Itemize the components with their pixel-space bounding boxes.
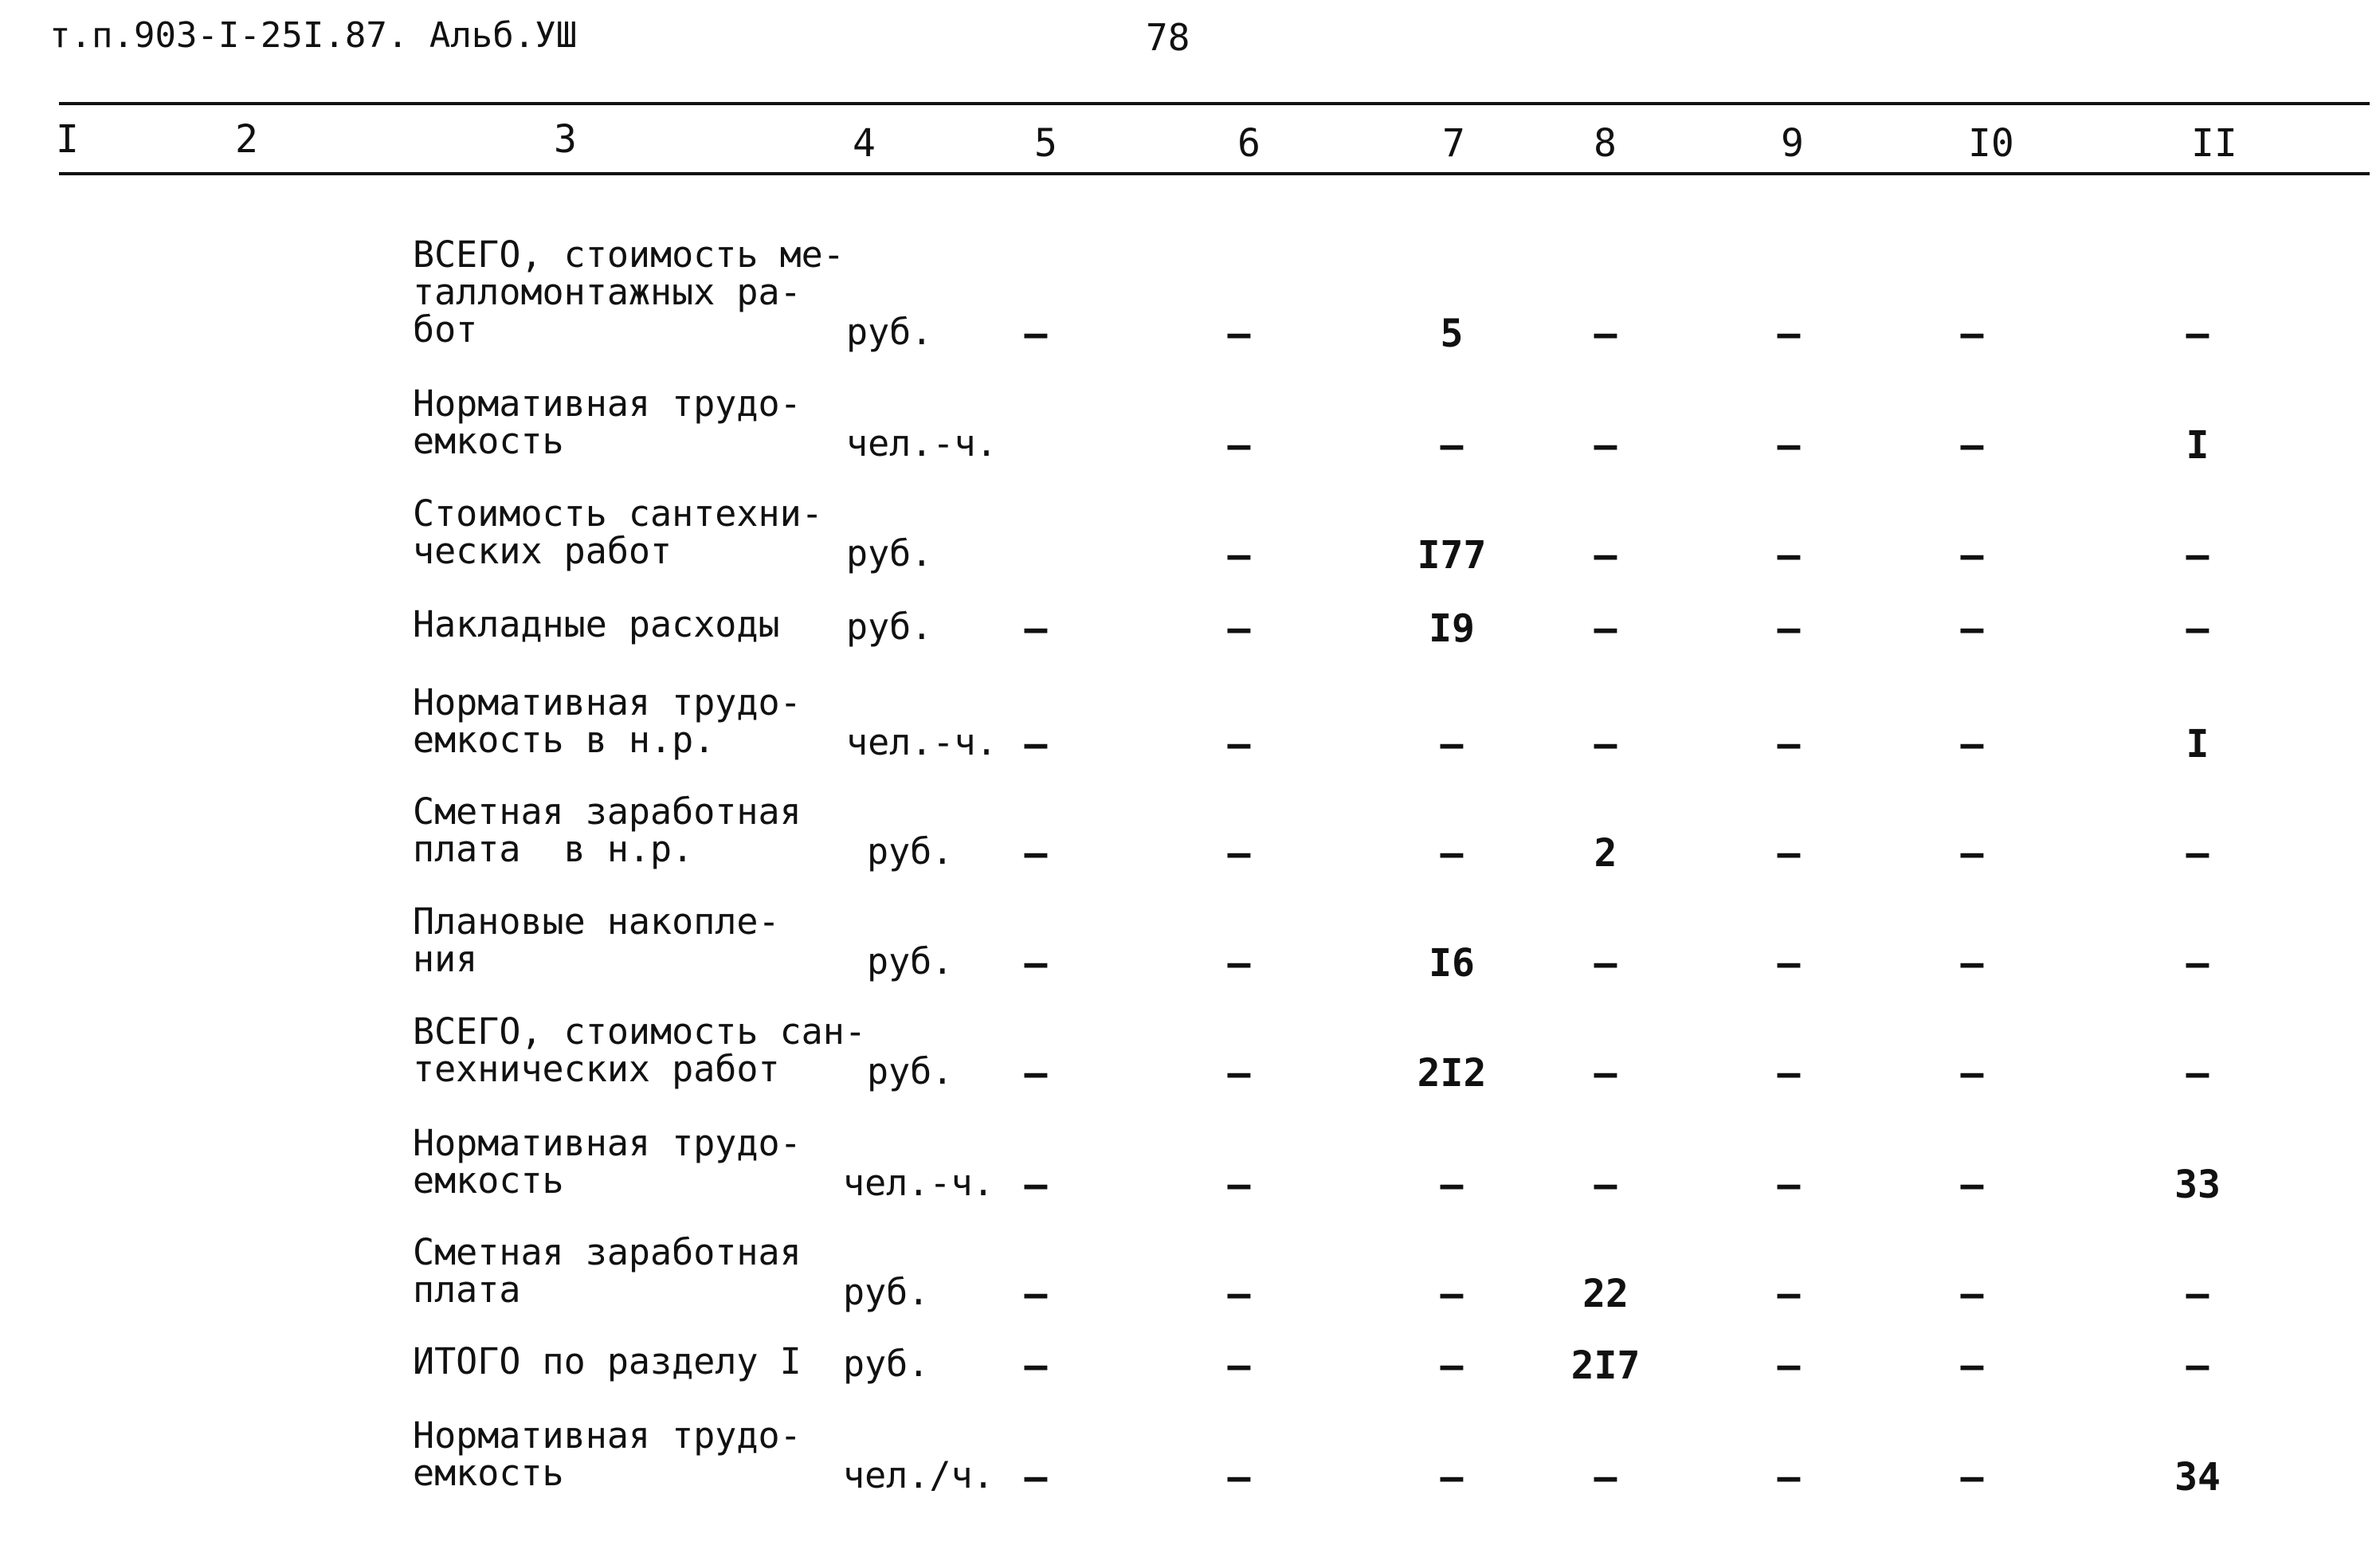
column-header-9: 9: [1781, 121, 1804, 166]
cell-c7: I6: [1429, 941, 1475, 986]
cell-c10: –: [1960, 606, 1984, 651]
cell-c5: –: [1024, 1051, 1048, 1096]
cell-c11: –: [2186, 1343, 2209, 1388]
cell-c5: –: [1024, 1163, 1048, 1207]
cell-c11: 33: [2174, 1163, 2221, 1207]
cell-c6: –: [1227, 1343, 1251, 1388]
row-label: ВСЕГО, стоимость сан- технических работ: [413, 1010, 866, 1090]
row-label: Сметная заработная плата: [413, 1231, 802, 1311]
row-label: Стоимость сантехни- ческих работ: [413, 492, 823, 572]
cell-c8: 2I7: [1570, 1343, 1641, 1388]
row-label: ВСЕГО, стоимость ме- талломонтажных ра- бот: [413, 233, 845, 351]
row-unit: руб.: [867, 830, 954, 873]
cell-c9: –: [1777, 722, 1801, 767]
row-unit: руб.: [843, 1343, 930, 1385]
column-header-7: 7: [1442, 121, 1465, 166]
cell-c6: –: [1227, 312, 1251, 356]
cell-c6: –: [1227, 533, 1251, 578]
column-header-8: 8: [1594, 121, 1617, 166]
cell-c7: 5: [1440, 312, 1464, 356]
cell-c11: –: [2186, 941, 2209, 986]
cell-c6: –: [1227, 606, 1251, 651]
cell-c10: –: [1960, 1051, 1984, 1096]
cell-c10: –: [1960, 533, 1984, 578]
cell-c10: –: [1960, 312, 1984, 356]
cell-c7: –: [1440, 1343, 1464, 1388]
cell-c5: –: [1024, 722, 1048, 767]
cell-c7: I9: [1429, 606, 1475, 651]
cell-c11: I: [2186, 722, 2209, 767]
cell-c6: –: [1227, 423, 1251, 468]
cell-c10: –: [1960, 1272, 1984, 1316]
cell-c5: –: [1024, 312, 1048, 356]
row-unit: руб.: [867, 940, 954, 982]
cell-c8: –: [1594, 533, 1617, 578]
page-number: 78: [1146, 16, 1190, 59]
cell-c10: –: [1960, 1455, 1984, 1500]
cell-c7: 2I2: [1417, 1051, 1487, 1096]
cell-c8: –: [1594, 423, 1617, 468]
cell-c9: –: [1777, 1343, 1801, 1388]
cell-c11: –: [2186, 1051, 2209, 1096]
column-header-11: II: [2191, 121, 2237, 166]
cell-c8: –: [1594, 722, 1617, 767]
cell-c8: –: [1594, 941, 1617, 986]
cell-c5: –: [1024, 1455, 1048, 1500]
document-code: т.п.903-I-25I.87. Альб.УШ: [49, 15, 578, 56]
cell-c6: –: [1227, 941, 1251, 986]
cell-c7: –: [1440, 1272, 1464, 1316]
cell-c10: –: [1960, 941, 1984, 986]
row-unit: чел.-ч.: [846, 422, 998, 465]
cell-c5: –: [1024, 1343, 1048, 1388]
cell-c8: –: [1594, 1051, 1617, 1096]
cell-c7: –: [1440, 1163, 1464, 1207]
cell-c8: 22: [1582, 1272, 1629, 1316]
row-unit: чел.-ч.: [843, 1162, 994, 1204]
cell-c9: –: [1777, 941, 1801, 986]
cell-c9: –: [1777, 831, 1801, 876]
cell-c9: –: [1777, 606, 1801, 651]
cell-c10: –: [1960, 1343, 1984, 1388]
column-header-5: 5: [1034, 121, 1057, 166]
row-label: Нормативная трудо- емкость в н.р.: [413, 681, 802, 761]
cell-c11: –: [2186, 606, 2209, 651]
cell-c9: –: [1777, 1051, 1801, 1096]
cell-c9: –: [1777, 312, 1801, 356]
cell-c6: –: [1227, 1455, 1251, 1500]
cell-c8: –: [1594, 1163, 1617, 1207]
row-unit: чел.-ч.: [846, 721, 998, 763]
header-bottom-rule: [59, 172, 2370, 175]
column-header-4: 4: [853, 121, 876, 166]
row-label: Нормативная трудо- емкость: [413, 382, 802, 462]
row-label: Плановые накопле- ния: [413, 900, 780, 980]
cell-c10: –: [1960, 831, 1984, 876]
row-label: ИТОГО по разделу I: [413, 1340, 802, 1382]
column-header-1: I: [56, 117, 79, 162]
row-unit: руб.: [846, 532, 933, 575]
column-header-6: 6: [1237, 121, 1261, 166]
header-top-rule: [59, 102, 2370, 105]
cell-c9: –: [1777, 1272, 1801, 1316]
cell-c9: –: [1777, 1163, 1801, 1207]
cell-c7: I77: [1417, 533, 1487, 578]
row-label: Нормативная трудо- емкость: [413, 1414, 802, 1494]
cell-c10: –: [1960, 423, 1984, 468]
cell-c7: –: [1440, 423, 1464, 468]
cell-c8: –: [1594, 606, 1617, 651]
cell-c11: I: [2186, 423, 2209, 468]
cell-c11: –: [2186, 1272, 2209, 1316]
cell-c11: 34: [2174, 1455, 2221, 1500]
cell-c9: –: [1777, 423, 1801, 468]
row-unit: руб.: [843, 1271, 930, 1313]
cell-c9: –: [1777, 533, 1801, 578]
cell-c8: 2: [1594, 831, 1617, 876]
cell-c6: –: [1227, 831, 1251, 876]
cell-c6: –: [1227, 1051, 1251, 1096]
cell-c8: –: [1594, 1455, 1617, 1500]
cell-c7: –: [1440, 831, 1464, 876]
cell-c7: –: [1440, 1455, 1464, 1500]
cell-c7: –: [1440, 722, 1464, 767]
row-unit: руб.: [846, 311, 933, 353]
row-label: Накладные расходы: [413, 603, 780, 645]
column-header-3: 3: [554, 117, 577, 162]
cell-c11: –: [2186, 831, 2209, 876]
row-label: Сметная заработная плата в н.р.: [413, 790, 802, 870]
cell-c5: –: [1024, 606, 1048, 651]
row-unit: руб.: [846, 606, 933, 648]
cell-c10: –: [1960, 1163, 1984, 1207]
cell-c5: –: [1024, 1272, 1048, 1316]
cell-c11: –: [2186, 312, 2209, 356]
row-label: Нормативная трудо- емкость: [413, 1122, 802, 1202]
cell-c6: –: [1227, 1163, 1251, 1207]
cell-c11: –: [2186, 533, 2209, 578]
column-header-2: 2: [235, 117, 258, 162]
cell-c5: –: [1024, 831, 1048, 876]
cell-c10: –: [1960, 722, 1984, 767]
cell-c6: –: [1227, 722, 1251, 767]
cell-c9: –: [1777, 1455, 1801, 1500]
column-header-10: I0: [1968, 121, 2014, 166]
cell-c8: –: [1594, 312, 1617, 356]
row-unit: чел./ч.: [843, 1454, 994, 1496]
cell-c5: –: [1024, 941, 1048, 986]
row-unit: руб.: [867, 1050, 954, 1092]
cell-c6: –: [1227, 1272, 1251, 1316]
